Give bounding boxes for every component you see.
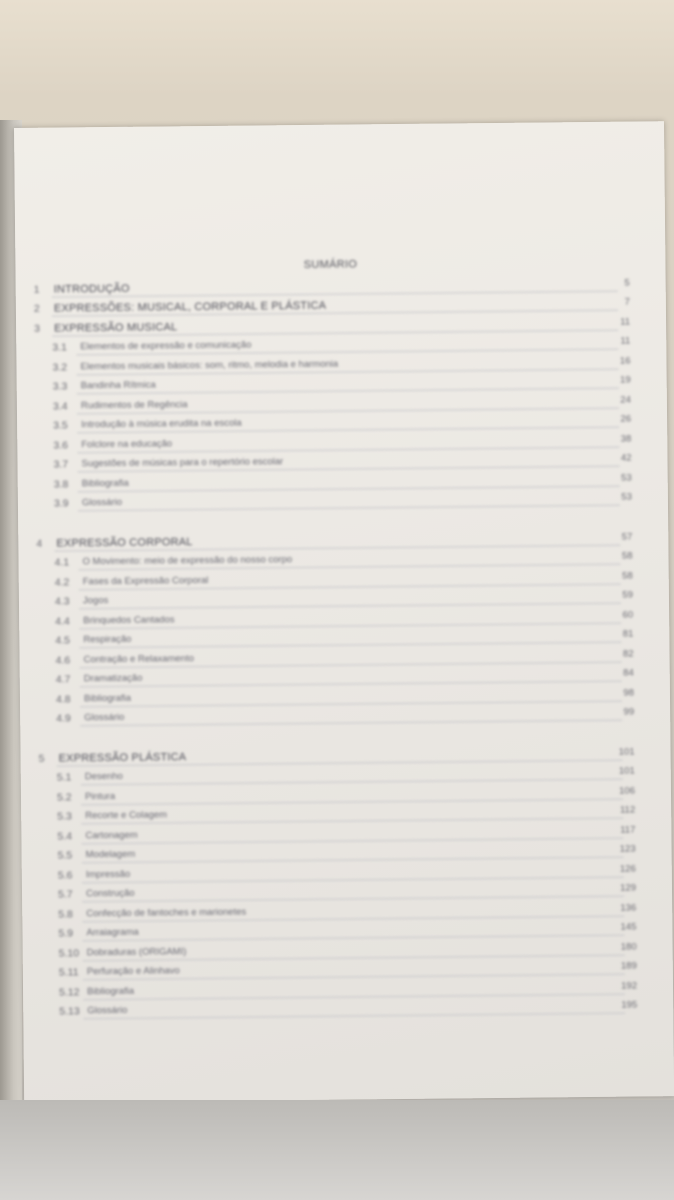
entry-number: 3.7 bbox=[53, 458, 69, 471]
entry-label: Brinquedos Cantados bbox=[83, 613, 175, 626]
entry-number: 3.5 bbox=[53, 419, 68, 432]
entry-number: 5 bbox=[38, 752, 45, 765]
entry-number: 5.6 bbox=[57, 868, 73, 882]
toc-title: SUMÁRIO bbox=[303, 258, 358, 271]
entry-page: 60 bbox=[622, 609, 634, 621]
entry-number: 4.6 bbox=[55, 653, 71, 667]
entry-label: Confecção de fantoches e marionetes bbox=[86, 906, 247, 919]
entry-label: Arraiagrama bbox=[86, 926, 139, 939]
entry-label: Dramatização bbox=[83, 672, 143, 685]
entry-page: 98 bbox=[623, 687, 635, 699]
entry-page: 126 bbox=[619, 863, 636, 875]
entry-label: EXPRESSÃO CORPORAL bbox=[56, 535, 193, 550]
entry-number: 5.13 bbox=[59, 1005, 80, 1018]
entry-number: 4.1 bbox=[54, 556, 70, 569]
entry-number: 4.3 bbox=[54, 595, 70, 608]
entry-label: Fases da Expressão Corporal bbox=[82, 574, 209, 587]
entry-number: 3.4 bbox=[52, 399, 68, 413]
entry-page: 136 bbox=[620, 902, 637, 914]
entry-label: Modelagem bbox=[85, 848, 136, 861]
entry-page: 11 bbox=[620, 335, 631, 347]
entry-label: Folclore na educação bbox=[81, 437, 173, 450]
entry-page: 42 bbox=[620, 452, 632, 464]
entry-label: Respiração bbox=[83, 633, 132, 646]
entry-label: O Movimento: meio de expressão do nosso corpo bbox=[82, 554, 293, 568]
entry-number: 3.6 bbox=[53, 438, 68, 452]
toc-entries bbox=[16, 271, 674, 1020]
entry-page: 16 bbox=[619, 355, 631, 367]
table-of-contents bbox=[14, 121, 674, 1103]
entry-page: 189 bbox=[620, 960, 637, 972]
entry-number: 3.9 bbox=[53, 497, 69, 510]
entry-number: 3.1 bbox=[52, 341, 67, 354]
entry-label: Desenho bbox=[84, 770, 123, 783]
entry-number: 3 bbox=[34, 322, 41, 335]
entry-label: Bibliografia bbox=[83, 692, 132, 704]
entry-page: 58 bbox=[622, 570, 633, 582]
entry-page: 101 bbox=[618, 765, 635, 777]
entry-page: 117 bbox=[620, 824, 636, 836]
entry-label: Elementos musicais básicos: som, ritmo, melodia e harmonia bbox=[80, 358, 339, 372]
entry-number: 5.1 bbox=[56, 771, 72, 784]
entry-number: 5.12 bbox=[58, 985, 80, 999]
entry-number: 5.8 bbox=[58, 907, 73, 921]
entry-number: 4 bbox=[36, 537, 43, 550]
entry-page: 99 bbox=[623, 706, 635, 718]
entry-label: Bandinha Rítmica bbox=[80, 379, 156, 392]
entry-page: 59 bbox=[622, 589, 633, 601]
entry-page: 192 bbox=[621, 980, 638, 992]
entry-number: 4.5 bbox=[55, 634, 71, 647]
entry-page: 195 bbox=[621, 999, 638, 1011]
leader-rule bbox=[83, 1013, 625, 1020]
entry-label: Introdução à música erudita na escola bbox=[81, 417, 242, 431]
entry-number: 4.8 bbox=[55, 692, 71, 706]
entry-number: 4.7 bbox=[55, 673, 71, 686]
entry-page: 24 bbox=[620, 394, 631, 406]
entry-number: 4.9 bbox=[56, 712, 71, 725]
table-surface bbox=[0, 1100, 674, 1200]
entry-page: 57 bbox=[621, 531, 633, 543]
entry-label: Contração e Relaxamento bbox=[83, 652, 194, 665]
entry-label: Glossário bbox=[84, 711, 125, 724]
entry-page: 145 bbox=[620, 921, 637, 933]
entry-number: 5.9 bbox=[58, 927, 74, 940]
entry-label: Impressão bbox=[85, 868, 131, 880]
entry-page: 106 bbox=[619, 785, 636, 797]
entry-label: EXPRESSÃO MUSICAL bbox=[54, 320, 178, 335]
entry-label: Glossário bbox=[87, 1004, 128, 1017]
entry-label: Cartonagem bbox=[85, 829, 138, 841]
entry-page: 101 bbox=[618, 746, 635, 758]
entry-page: 129 bbox=[620, 882, 637, 894]
entry-label: Sugestões de músicas para o repertório escolar bbox=[81, 456, 284, 470]
entry-number: 5.2 bbox=[56, 790, 72, 804]
entry-label: EXPRESSÕES: MUSICAL, CORPORAL E PLÁSTICA bbox=[53, 299, 327, 315]
entry-label: INTRODUÇÃO bbox=[53, 282, 130, 296]
entry-number: 4.4 bbox=[55, 614, 70, 628]
entry-label: EXPRESSÃO PLÁSTICA bbox=[58, 750, 187, 765]
entry-label: Construção bbox=[85, 887, 135, 900]
entry-page: 82 bbox=[622, 648, 634, 660]
entry-label: Bibliografia bbox=[81, 477, 129, 489]
entry-page: 180 bbox=[620, 941, 637, 953]
entry-number: 5.3 bbox=[57, 810, 72, 823]
book-page bbox=[14, 121, 674, 1103]
entry-label: Perfuração e Alinhavo bbox=[86, 965, 180, 978]
entry-page: 53 bbox=[621, 472, 632, 484]
entry-number: 1 bbox=[33, 283, 40, 296]
entry-page: 5 bbox=[624, 277, 630, 289]
entry-page: 7 bbox=[624, 296, 630, 308]
entry-label: Pintura bbox=[84, 790, 116, 802]
entry-number: 5.4 bbox=[57, 829, 73, 843]
entry-page: 19 bbox=[620, 374, 631, 386]
entry-page: 84 bbox=[623, 667, 634, 679]
entry-number: 5.11 bbox=[58, 966, 79, 979]
entry-page: 123 bbox=[619, 843, 636, 855]
entry-number: 3.3 bbox=[52, 380, 68, 393]
entry-number: 3.2 bbox=[52, 360, 68, 374]
entry-page: 53 bbox=[621, 491, 632, 503]
entry-label: Glossário bbox=[81, 496, 123, 509]
entry-number: 4.2 bbox=[54, 575, 70, 589]
entry-number: 5.7 bbox=[57, 888, 73, 901]
entry-number: 5.5 bbox=[57, 849, 73, 862]
entry-number: 5.10 bbox=[58, 946, 80, 960]
entry-number: 3.8 bbox=[53, 477, 69, 491]
entry-label: Rudimentos de Regência bbox=[80, 398, 188, 411]
entry-label: Bibliografia bbox=[86, 985, 135, 997]
entry-label: Dobraduras (ORIGAMI) bbox=[86, 945, 187, 958]
entry-page: 38 bbox=[620, 433, 632, 445]
entry-page: 11 bbox=[620, 316, 631, 328]
entry-page: 112 bbox=[619, 804, 636, 816]
entry-number: 2 bbox=[33, 302, 40, 315]
entry-label: Elementos de expressão e comunicação bbox=[80, 339, 252, 353]
entry-page: 26 bbox=[620, 413, 632, 425]
entry-label: Jogos bbox=[82, 595, 109, 607]
entry-label: Recorte e Colagem bbox=[85, 809, 168, 822]
entry-page: 58 bbox=[621, 550, 633, 562]
entry-page: 81 bbox=[622, 628, 634, 640]
